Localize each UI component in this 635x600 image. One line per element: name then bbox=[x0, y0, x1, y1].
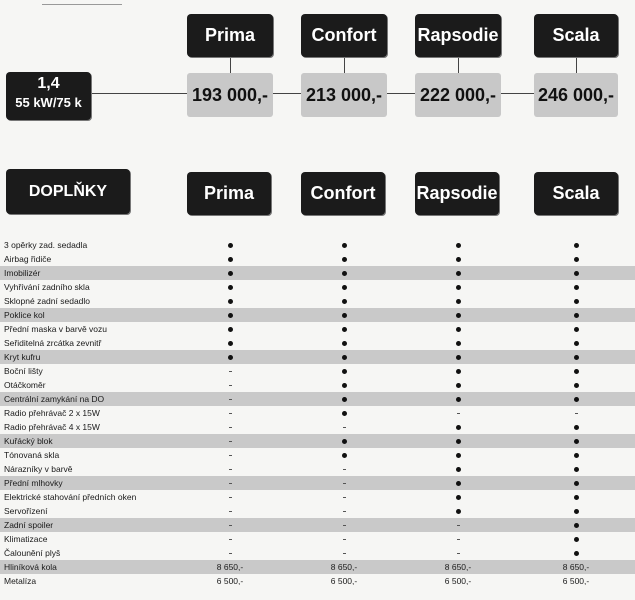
row-label: Airbag řidiče bbox=[4, 254, 52, 264]
cell-confort bbox=[314, 308, 374, 322]
not-available-dash-icon bbox=[229, 413, 232, 414]
included-dot-icon bbox=[574, 495, 579, 500]
included-dot-icon bbox=[456, 509, 461, 514]
table-row bbox=[0, 532, 635, 546]
cell-scala bbox=[546, 364, 606, 378]
connector-scala bbox=[576, 56, 577, 74]
included-dot-icon bbox=[456, 397, 461, 402]
row-label: Nárazníky v barvě bbox=[4, 464, 73, 474]
included-dot-icon bbox=[456, 369, 461, 374]
table-row bbox=[0, 406, 635, 420]
cell-prima bbox=[200, 462, 260, 476]
not-available-dash-icon bbox=[229, 553, 232, 554]
cell-rapsodie bbox=[428, 462, 488, 476]
row-label: Boční lišty bbox=[4, 366, 43, 376]
not-available-dash-icon bbox=[343, 497, 346, 498]
table-row bbox=[0, 392, 635, 406]
cell-prima bbox=[200, 476, 260, 490]
cell-confort bbox=[314, 392, 374, 406]
engine-spec-box bbox=[6, 72, 91, 120]
cell-rapsodie bbox=[428, 378, 488, 392]
table-row bbox=[0, 420, 635, 434]
cell-scala bbox=[546, 532, 606, 546]
cell-rapsodie bbox=[428, 504, 488, 518]
cell-prima bbox=[200, 406, 260, 420]
included-dot-icon bbox=[342, 453, 347, 458]
cell-confort bbox=[314, 518, 374, 532]
not-available-dash-icon bbox=[229, 539, 232, 540]
included-dot-icon bbox=[228, 341, 233, 346]
cell-scala bbox=[546, 280, 606, 294]
cell-confort bbox=[314, 420, 374, 434]
top-edge-mark bbox=[42, 0, 122, 5]
cell-confort bbox=[314, 546, 374, 560]
engine-power: 55 kW/75 k bbox=[15, 95, 82, 110]
cell-confort bbox=[314, 476, 374, 490]
price-scala: 246 000,- bbox=[534, 73, 618, 117]
cell-confort bbox=[314, 350, 374, 364]
table-row bbox=[0, 448, 635, 462]
not-available-dash-icon bbox=[229, 427, 232, 428]
cell-prima bbox=[200, 448, 260, 462]
included-dot-icon bbox=[456, 481, 461, 486]
price-cell-rapsodie: 6 500,- bbox=[444, 576, 472, 586]
cell-confort bbox=[314, 322, 374, 336]
cell-confort bbox=[314, 364, 374, 378]
cell-rapsodie bbox=[428, 406, 488, 420]
included-dot-icon bbox=[574, 299, 579, 304]
included-dot-icon bbox=[456, 257, 461, 262]
included-dot-icon bbox=[574, 481, 579, 486]
not-available-dash-icon bbox=[229, 511, 232, 512]
extras-title: DOPLŇKY bbox=[6, 169, 130, 214]
connector-prima bbox=[230, 56, 231, 74]
cell-prima bbox=[200, 504, 260, 518]
included-dot-icon bbox=[228, 257, 233, 262]
included-dot-icon bbox=[574, 425, 579, 430]
row-label: Centrální zamykání na DO bbox=[4, 394, 105, 404]
included-dot-icon bbox=[574, 537, 579, 542]
cell-rapsodie bbox=[428, 238, 488, 252]
table-row bbox=[0, 546, 635, 560]
cell-scala bbox=[546, 350, 606, 364]
not-available-dash-icon bbox=[229, 525, 232, 526]
not-available-dash-icon bbox=[229, 455, 232, 456]
cell-prima bbox=[200, 392, 260, 406]
cell-scala bbox=[546, 490, 606, 504]
included-dot-icon bbox=[342, 383, 347, 388]
included-dot-icon bbox=[574, 257, 579, 262]
cell-scala bbox=[546, 294, 606, 308]
cell-confort bbox=[314, 406, 374, 420]
cell-scala bbox=[546, 266, 606, 280]
cell-prima bbox=[200, 518, 260, 532]
price-cell-prima: 8 650,- bbox=[216, 562, 244, 572]
included-dot-icon bbox=[574, 313, 579, 318]
row-label: Servořízení bbox=[4, 506, 48, 516]
table-row bbox=[0, 462, 635, 476]
table-row bbox=[0, 364, 635, 378]
cell-prima bbox=[200, 350, 260, 364]
extras-header-scala: Scala bbox=[534, 172, 618, 215]
included-dot-icon bbox=[456, 495, 461, 500]
cell-rapsodie bbox=[428, 364, 488, 378]
cell-scala bbox=[546, 406, 606, 420]
not-available-dash-icon bbox=[575, 413, 578, 414]
not-available-dash-icon bbox=[343, 469, 346, 470]
table-row bbox=[0, 238, 635, 252]
cell-prima bbox=[200, 532, 260, 546]
not-available-dash-icon bbox=[229, 399, 232, 400]
extras-header-rapsodie: Rapsodie bbox=[415, 172, 499, 215]
table-row bbox=[0, 490, 635, 504]
cell-rapsodie bbox=[428, 434, 488, 448]
included-dot-icon bbox=[228, 299, 233, 304]
cell-rapsodie bbox=[428, 476, 488, 490]
cell-confort bbox=[314, 448, 374, 462]
cell-confort bbox=[314, 378, 374, 392]
included-dot-icon bbox=[456, 271, 461, 276]
table-row bbox=[0, 574, 635, 588]
table-row bbox=[0, 294, 635, 308]
cell-prima bbox=[200, 420, 260, 434]
model-header-scala: Scala bbox=[534, 14, 618, 57]
cell-confort bbox=[314, 532, 374, 546]
price-cell-scala: 6 500,- bbox=[562, 576, 590, 586]
not-available-dash-icon bbox=[229, 469, 232, 470]
included-dot-icon bbox=[574, 439, 579, 444]
cell-confort bbox=[314, 238, 374, 252]
model-header-confort: Confort bbox=[301, 14, 387, 57]
not-available-dash-icon bbox=[457, 553, 460, 554]
included-dot-icon bbox=[456, 285, 461, 290]
included-dot-icon bbox=[342, 397, 347, 402]
cell-prima bbox=[200, 378, 260, 392]
included-dot-icon bbox=[574, 327, 579, 332]
cell-rapsodie bbox=[428, 490, 488, 504]
included-dot-icon bbox=[228, 327, 233, 332]
cell-scala bbox=[546, 448, 606, 462]
cell-rapsodie bbox=[428, 546, 488, 560]
cell-prima bbox=[200, 308, 260, 322]
cell-scala bbox=[546, 462, 606, 476]
row-label: Hliníková kola bbox=[4, 562, 57, 572]
cell-confort bbox=[314, 252, 374, 266]
included-dot-icon bbox=[342, 439, 347, 444]
cell-prima bbox=[200, 322, 260, 336]
connector-confort bbox=[344, 56, 345, 74]
table-row bbox=[0, 280, 635, 294]
cell-confort bbox=[314, 336, 374, 350]
cell-scala bbox=[546, 322, 606, 336]
not-available-dash-icon bbox=[343, 427, 346, 428]
cell-scala bbox=[546, 378, 606, 392]
included-dot-icon bbox=[342, 355, 347, 360]
included-dot-icon bbox=[456, 439, 461, 444]
not-available-dash-icon bbox=[229, 385, 232, 386]
included-dot-icon bbox=[342, 341, 347, 346]
included-dot-icon bbox=[342, 271, 347, 276]
price-cell-rapsodie: 8 650,- bbox=[444, 562, 472, 572]
row-label: Imobilizér bbox=[4, 268, 41, 278]
cell-prima bbox=[200, 336, 260, 350]
included-dot-icon bbox=[456, 299, 461, 304]
row-label: Přední maska v barvě vozu bbox=[4, 324, 107, 334]
cell-scala bbox=[546, 238, 606, 252]
row-label: Sklopné zadní sedadlo bbox=[4, 296, 91, 306]
table-row bbox=[0, 518, 635, 532]
cell-confort bbox=[314, 294, 374, 308]
cell-rapsodie bbox=[428, 518, 488, 532]
table-row bbox=[0, 322, 635, 336]
cell-confort bbox=[314, 266, 374, 280]
row-label: Zadní spoiler bbox=[4, 520, 54, 530]
cell-confort bbox=[314, 490, 374, 504]
included-dot-icon bbox=[574, 285, 579, 290]
cell-scala bbox=[546, 434, 606, 448]
cell-confort bbox=[314, 504, 374, 518]
included-dot-icon bbox=[228, 243, 233, 248]
included-dot-icon bbox=[342, 285, 347, 290]
table-row bbox=[0, 350, 635, 364]
price-cell-confort: 8 650,- bbox=[330, 562, 358, 572]
included-dot-icon bbox=[574, 509, 579, 514]
included-dot-icon bbox=[574, 243, 579, 248]
cell-prima bbox=[200, 280, 260, 294]
included-dot-icon bbox=[574, 355, 579, 360]
included-dot-icon bbox=[228, 313, 233, 318]
cell-scala bbox=[546, 504, 606, 518]
included-dot-icon bbox=[342, 369, 347, 374]
included-dot-icon bbox=[342, 411, 347, 416]
cell-rapsodie bbox=[428, 322, 488, 336]
price-rapsodie: 222 000,- bbox=[415, 73, 501, 117]
row-label: Seřiditelná zrcátka zevnitř bbox=[4, 338, 102, 348]
row-label: Elektrické stahování předních oken bbox=[4, 492, 137, 502]
cell-prima bbox=[200, 266, 260, 280]
price-confort: 213 000,- bbox=[301, 73, 387, 117]
engine-displacement: 1,4 bbox=[37, 75, 60, 92]
included-dot-icon bbox=[456, 453, 461, 458]
included-dot-icon bbox=[228, 271, 233, 276]
not-available-dash-icon bbox=[343, 553, 346, 554]
row-label: Poklice kol bbox=[4, 310, 45, 320]
included-dot-icon bbox=[456, 341, 461, 346]
cell-rapsodie bbox=[428, 392, 488, 406]
cell-rapsodie bbox=[428, 308, 488, 322]
not-available-dash-icon bbox=[229, 371, 232, 372]
row-label: Radio přehrávač 2 x 15W bbox=[4, 408, 100, 418]
included-dot-icon bbox=[574, 523, 579, 528]
cell-confort bbox=[314, 462, 374, 476]
cell-rapsodie bbox=[428, 420, 488, 434]
included-dot-icon bbox=[456, 425, 461, 430]
row-label: Klimatizace bbox=[4, 534, 48, 544]
not-available-dash-icon bbox=[229, 483, 232, 484]
not-available-dash-icon bbox=[343, 483, 346, 484]
model-header-rapsodie: Rapsodie bbox=[415, 14, 501, 57]
row-label: Vyhřívání zadního skla bbox=[4, 282, 90, 292]
included-dot-icon bbox=[574, 397, 579, 402]
cell-rapsodie bbox=[428, 294, 488, 308]
cell-scala bbox=[546, 546, 606, 560]
price-cell-confort: 6 500,- bbox=[330, 576, 358, 586]
model-header-prima: Prima bbox=[187, 14, 273, 57]
cell-prima bbox=[200, 434, 260, 448]
cell-rapsodie bbox=[428, 350, 488, 364]
included-dot-icon bbox=[456, 467, 461, 472]
cell-scala bbox=[546, 392, 606, 406]
included-dot-icon bbox=[456, 327, 461, 332]
not-available-dash-icon bbox=[457, 525, 460, 526]
cell-rapsodie bbox=[428, 448, 488, 462]
cell-rapsodie bbox=[428, 252, 488, 266]
table-row bbox=[0, 560, 635, 574]
cell-rapsodie bbox=[428, 532, 488, 546]
row-label: Metalíza bbox=[4, 576, 37, 586]
included-dot-icon bbox=[342, 257, 347, 262]
included-dot-icon bbox=[574, 383, 579, 388]
row-label: Otáčkoměr bbox=[4, 380, 46, 390]
cell-confort bbox=[314, 280, 374, 294]
cell-prima bbox=[200, 294, 260, 308]
included-dot-icon bbox=[228, 355, 233, 360]
table-row bbox=[0, 252, 635, 266]
table-row bbox=[0, 308, 635, 322]
not-available-dash-icon bbox=[343, 511, 346, 512]
row-label: Přední mlhovky bbox=[4, 478, 63, 488]
table-row bbox=[0, 476, 635, 490]
cell-scala bbox=[546, 476, 606, 490]
included-dot-icon bbox=[456, 313, 461, 318]
table-row bbox=[0, 378, 635, 392]
cell-scala bbox=[546, 252, 606, 266]
cell-prima bbox=[200, 546, 260, 560]
included-dot-icon bbox=[574, 453, 579, 458]
included-dot-icon bbox=[342, 327, 347, 332]
not-available-dash-icon bbox=[457, 413, 460, 414]
table-row bbox=[0, 266, 635, 280]
price-cell-scala: 8 650,- bbox=[562, 562, 590, 572]
included-dot-icon bbox=[574, 467, 579, 472]
table-row bbox=[0, 434, 635, 448]
included-dot-icon bbox=[456, 383, 461, 388]
table-row bbox=[0, 336, 635, 350]
cell-scala bbox=[546, 518, 606, 532]
row-label: Tónovaná skla bbox=[4, 450, 60, 460]
not-available-dash-icon bbox=[457, 539, 460, 540]
cell-prima bbox=[200, 490, 260, 504]
cell-rapsodie bbox=[428, 280, 488, 294]
included-dot-icon bbox=[574, 551, 579, 556]
not-available-dash-icon bbox=[229, 441, 232, 442]
included-dot-icon bbox=[342, 243, 347, 248]
not-available-dash-icon bbox=[229, 497, 232, 498]
included-dot-icon bbox=[456, 355, 461, 360]
cell-prima bbox=[200, 252, 260, 266]
price-cell-prima: 6 500,- bbox=[216, 576, 244, 586]
included-dot-icon bbox=[574, 271, 579, 276]
connector-rapsodie bbox=[458, 56, 459, 74]
cell-rapsodie bbox=[428, 336, 488, 350]
cell-prima bbox=[200, 364, 260, 378]
cell-scala bbox=[546, 308, 606, 322]
table-row bbox=[0, 504, 635, 518]
included-dot-icon bbox=[228, 285, 233, 290]
extras-header-prima: Prima bbox=[187, 172, 271, 215]
included-dot-icon bbox=[574, 341, 579, 346]
not-available-dash-icon bbox=[343, 525, 346, 526]
row-label: 3 opěrky zad. sedadla bbox=[4, 240, 88, 250]
cell-scala bbox=[546, 336, 606, 350]
cell-scala bbox=[546, 420, 606, 434]
extras-header-confort: Confort bbox=[301, 172, 385, 215]
price-prima: 193 000,- bbox=[187, 73, 273, 117]
row-label: Radio přehrávač 4 x 15W bbox=[4, 422, 100, 432]
included-dot-icon bbox=[342, 299, 347, 304]
row-label: Čalounění plyš bbox=[4, 548, 61, 558]
included-dot-icon bbox=[456, 243, 461, 248]
cell-prima bbox=[200, 238, 260, 252]
cell-rapsodie bbox=[428, 266, 488, 280]
row-label: Kryt kufru bbox=[4, 352, 41, 362]
included-dot-icon bbox=[574, 369, 579, 374]
cell-confort bbox=[314, 434, 374, 448]
included-dot-icon bbox=[342, 313, 347, 318]
row-label: Kuřácký blok bbox=[4, 436, 53, 446]
not-available-dash-icon bbox=[343, 539, 346, 540]
